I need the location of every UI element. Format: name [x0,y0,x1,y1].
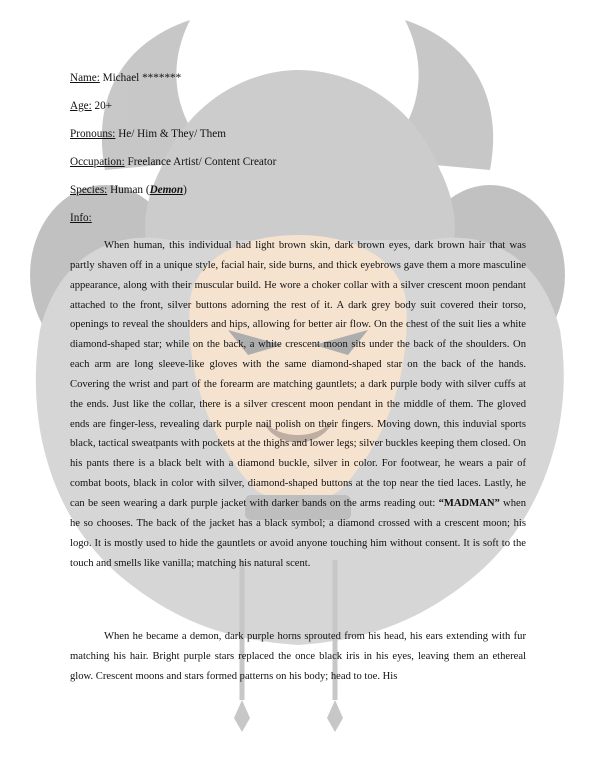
demon-description-paragraph [70,627,526,687]
human-description-text-a: When human, this individual had light brown skin, dark brown eyes, dark brown hair that was partly shaven off in a unique style, facial hair, side burns, and thick eyebrows gave them a more masculine appearance, along with their muscular build. He wore a choker collar with a silver crescent moon pendant attached to the front, silver buttons adorning the rest of it. A dark grey body suit covered their torso, openings to reveal the shoulders and hips, allowing for better air flow. On the chest of the suit lies a white diamond-shaped star; while on the back, a white crescent moon sits under the back of the shoulders. On each arm are long sleeve-like gloves with the same diamond-shaped star on the back of the hands. Covering the wrist and part of the forearm are matching gauntlets; a dark purple body with silver cuffs at the ends. Just like the collar, there is a silver crescent moon pendant in the middle of them. The gloved ends are finger-less, revealing dark purple nail polish on their fingers. Moving down, this induvial sports black, tactical sweatpants with pockets at the thighs and lower legs; silver buckles keeping them closed. On his pants there is a black belt with a diamond buckle, silver in color. For footwear, he wears a pair of combat boots, black in color with silver, diamond-shaped buttons at the top near the tied laces. Lastly, he can be seen wearing a dark purple jacket with darker bands on the arms reading out: [70,240,526,509]
age-value: 20+ [91,100,113,112]
pronouns-label: Pronouns: [70,128,116,140]
age-label: Age: [70,100,92,112]
occupation-label: Occupation: [70,156,125,168]
occupation-field [70,155,276,169]
pronouns-field [70,127,226,141]
name-label: Name: [70,72,100,84]
name-value: Michael ******* [99,72,182,84]
madman-text: “MADMAN” [438,497,500,509]
pronouns-value: He/ Him & They/ Them [115,128,226,140]
human-description-text-b: when he so chooses. The back of the jacket has a black symbol; a diamond crossed with a crescent moon; his logo. It is mostly used to hide the gauntlets or avoid anyone touching him without consent. It is soft to the touch and smells like vanilla; matching his natural scent. [70,497,526,569]
species-value-demon: Demon [149,184,184,196]
species-label: Species: [70,184,108,196]
info-label: Info: [70,212,92,224]
name-field [70,71,181,85]
species-value-post: ) [183,184,187,196]
species-value-pre: Human ( [107,184,150,196]
human-description-paragraph [70,236,526,573]
demon-description-text: When he became a demon, dark purple horns sprouted from his head, his ears extending with fur matching his hair. Bright purple stars replaced the once black iris in his eyes, leaving them an ethereal glow. Crescent moons and stars formed patterns on his body; head to toe. His [70,631,526,682]
info-field [70,211,92,225]
occupation-value: Freelance Artist/ Content Creator [124,156,277,168]
age-field [70,99,112,113]
species-field [70,183,187,197]
